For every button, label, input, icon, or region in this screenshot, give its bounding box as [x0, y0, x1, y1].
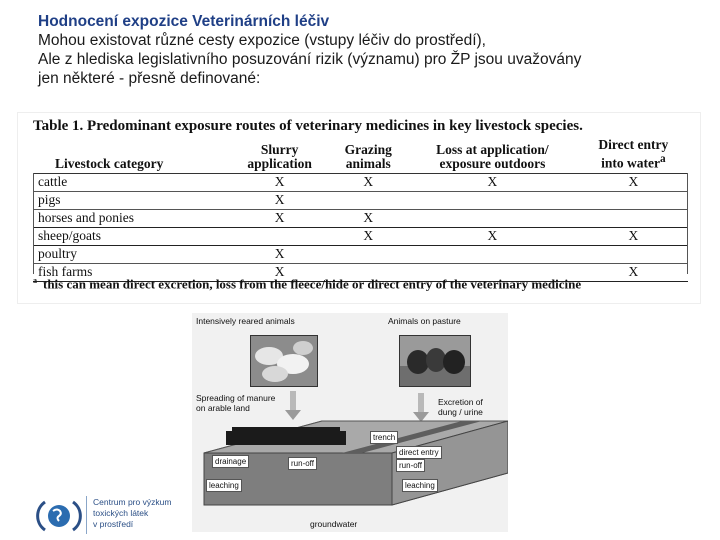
tag-runoff-right: run-off: [396, 459, 425, 472]
table-cell: X: [330, 209, 406, 227]
soil-block: [192, 413, 508, 532]
table-row: [33, 191, 688, 209]
row-category: fish farms: [33, 263, 229, 281]
exposure-diagram: [192, 313, 508, 532]
row-category: sheep/goats: [33, 227, 229, 245]
label-groundwater: groundwater: [310, 519, 358, 529]
tag-leaching-right: leaching: [402, 479, 438, 492]
row-category: cattle: [33, 173, 229, 191]
header-footnote-marker: a: [659, 153, 666, 165]
col-header-slurry: Slurry application: [229, 138, 330, 173]
table-cell: X: [406, 227, 578, 245]
logo-text: Centrum pro výzkum toxických látek v prostředí: [93, 497, 172, 529]
table-row: [33, 209, 688, 227]
table-footnote: [33, 276, 581, 292]
logo-separator: [86, 496, 87, 534]
col-header-direct-entry: Direct entry into water$^a$: [579, 138, 688, 173]
footnote-text: this can mean direct excretion, loss from the fleece/hide or direct entry of the veterinary medicine: [43, 276, 582, 292]
table-cell: X: [229, 209, 330, 227]
table-cell: X: [579, 173, 688, 191]
table-cell: X: [229, 263, 330, 281]
table-row: [33, 173, 688, 191]
table-row: [33, 245, 688, 263]
slide-header: [38, 12, 708, 88]
table-cell: X: [229, 245, 330, 263]
table-row: [33, 227, 688, 245]
table-caption: Table 1. Predominant exposure routes of veterinary medicines in key livestock species.: [33, 118, 583, 134]
label-spreading: Spreading of manure on arable land: [196, 393, 276, 413]
recetox-logo-icon: [36, 496, 82, 536]
row-category: horses and ponies: [33, 209, 229, 227]
table-cell: [579, 209, 688, 227]
tag-runoff-left: run-off: [288, 457, 317, 470]
table-cell: [579, 191, 688, 209]
col-header-grazing: Grazing animals: [330, 138, 406, 173]
pigs-photo: [250, 335, 318, 387]
label-pasture: Animals on pasture: [388, 316, 461, 326]
header-line-1: Mohou existovat různé cesty expozice (vstupy léčiv do prostředí),: [38, 32, 486, 49]
table-border-left: [33, 173, 34, 274]
table-cell: X: [229, 173, 330, 191]
table-cell: [579, 245, 688, 263]
table-border-right: [687, 173, 688, 274]
tag-leaching-left: leaching: [206, 479, 242, 492]
table-cell: [406, 245, 578, 263]
table-cell: X: [330, 173, 406, 191]
row-category: poultry: [33, 245, 229, 263]
table-cell: [406, 191, 578, 209]
tag-drainage: drainage: [212, 455, 249, 468]
footnote-marker: a: [33, 276, 37, 285]
arrow-excretion: [418, 393, 424, 413]
table-header-row: [33, 138, 688, 173]
label-excretion: Excretion of dung / urine: [438, 397, 483, 417]
exposure-table-figure: [18, 113, 700, 303]
table-cell: [406, 209, 578, 227]
label-intensive: Intensively reared animals: [196, 316, 295, 326]
slide-title: Hodnocení expozice Veterinárních léčiv: [38, 13, 330, 30]
table-cell: X: [406, 173, 578, 191]
exposure-table: [33, 138, 688, 282]
table-cell: X: [330, 227, 406, 245]
row-category: pigs: [33, 191, 229, 209]
header-line-2: Ale z hlediska legislativního posuzování rizik (významu) pro ŽP jsou uvažovány: [38, 51, 582, 68]
table-cell: [330, 245, 406, 263]
table-cell: X: [579, 227, 688, 245]
table-cell: X: [229, 191, 330, 209]
col-header-loss: Loss at application/ exposure outdoors: [406, 138, 578, 173]
col-header-category: Livestock category: [33, 138, 229, 173]
table-cell: [229, 227, 330, 245]
table-cell: X: [579, 263, 688, 281]
table-cell: [330, 191, 406, 209]
header-line-3: jen některé - přesně definované:: [38, 70, 261, 87]
cattle-photo: [399, 335, 471, 387]
tag-direct-entry: direct entry: [396, 446, 442, 459]
tag-trench: trench: [370, 431, 398, 444]
arrow-spreading: [290, 391, 296, 411]
